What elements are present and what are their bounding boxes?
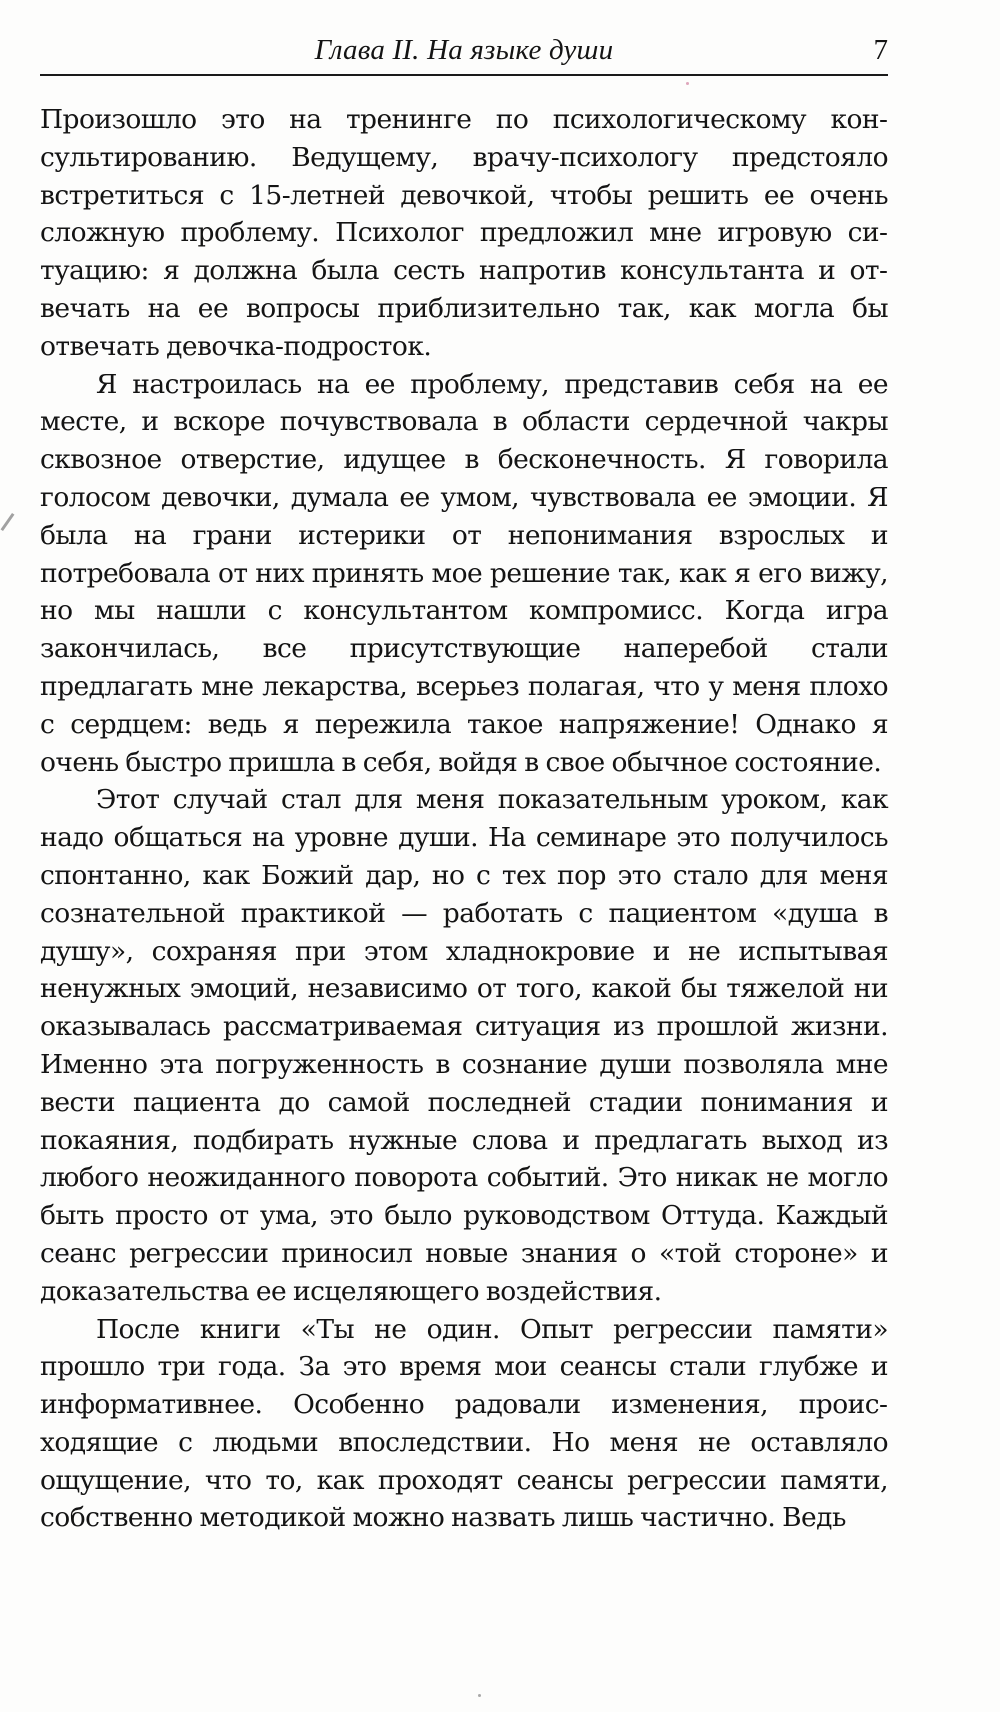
paragraph-3: Этот случай стал для меня показательным уроком, как надо общаться на уровне души. На семинаре это получилось спонтанно, как Божий дар, но с тех пор это стало для меня сознательной практикой — работать с пациентом «душа в душу», сохраняя при этом хладнокровие и не испытывая ненужных эмоций, независимо от того, какой бы тяжелой ни оказывалась рассматриваемая ситуация из прошлой жизни. Именно эта погруженность в сознание души позволяла мне вести пациента до самой последней стадии понимания и покаяния, подбирать нужные слова и предлагать выход из любого неожиданного поворота событий. Это никак не могло быть просто от ума, это было руководством Оттуда. Каждый сеанс регрессии приносил новые знания о «той стороне» и доказательства ее исцеляющего воздействия. (40, 784, 888, 1307)
scan-artifact-dot (478, 1694, 481, 1697)
scan-artifact-mark (1, 513, 15, 531)
paragraph-4: После книги «Ты не один. Опыт регрессии памяти» прошло три года. За это время мои сеансы стали глубже и информативнее. Особенно радовали изменения, происходящие с людьми впоследствии. Но меня не оставляло ощущение, что то, как проходят сеансы регрессии памяти, собственно методикой можно назвать лишь частично. Ведь (40, 1313, 888, 1534)
scan-artifact-dot (686, 82, 689, 85)
paragraph-1: Произошло это на тренинге по психологическому консультированию. Ведущему, врачу-психологу предстояло встретиться с 15-летней девочкой, чтобы решить ее очень сложную проблему. Психолог предложил мне игровую ситуацию: я должна была сесть напротив консультанта и отвечать на ее вопросы приблизительно так, как могла бы отвечать девочка-подросток. (40, 104, 888, 362)
page-number: 7 (873, 34, 888, 66)
running-head (40, 28, 888, 76)
paragraph-2: Я настроилась на ее проблему, представив себя на ее месте, и вскоре почувствовала в области сердечной чакры сквозное отверстие, идущее в бесконечность. Я говорила голосом девочки, думала ее умом, чувствовала ее эмоции. Я была на грани истерики от непонимания взрослых и потребовала от них принять мое решение так, как я его вижу, но мы нашли с консультантом компромисс. Когда игра закончилась, все присутствующие наперебой стали предлагать мне лекарства, всерьез полагая, что у меня плохо с сердцем: ведь я пережила такое напряжение! Однако я очень быстро пришла в себя, войдя в свое обычное состояние. (40, 368, 888, 778)
book-page (40, 0, 888, 1712)
body-text (40, 101, 888, 1537)
running-title: Глава II. На языке души (314, 34, 614, 66)
